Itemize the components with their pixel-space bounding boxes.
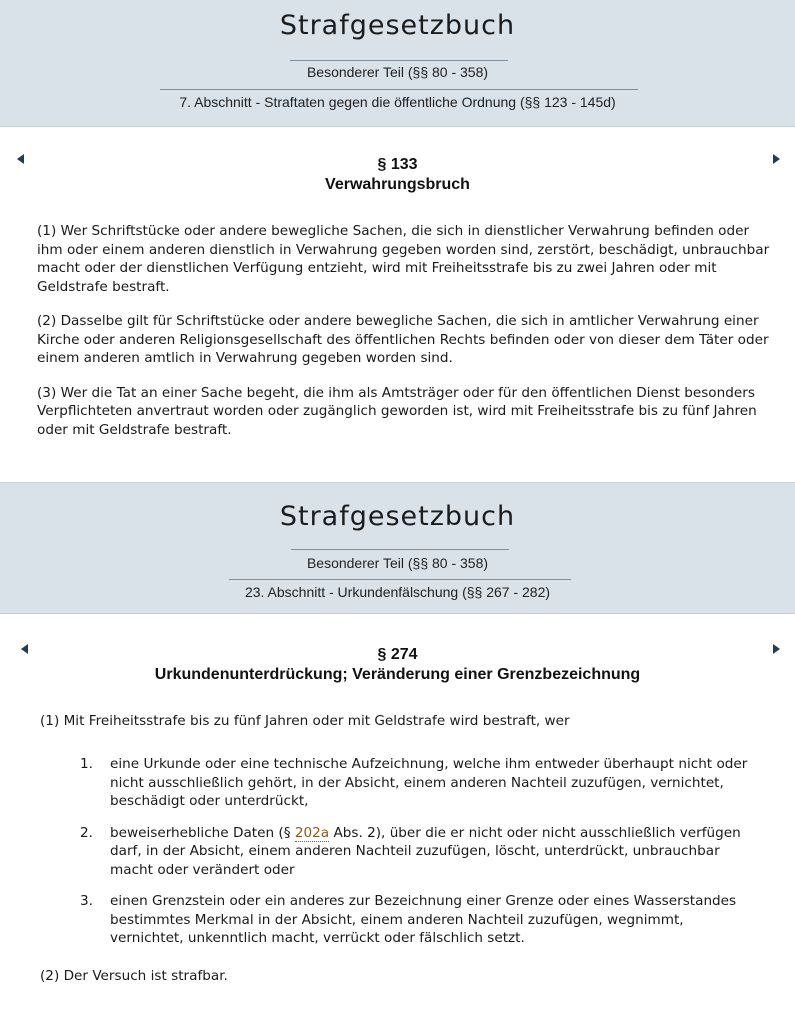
list-text	[110, 824, 750, 880]
panel-header	[0, 0, 795, 127]
divider	[291, 549, 509, 550]
paragraph-number: § 274	[377, 646, 418, 663]
law-title: Strafgesetzbuch	[279, 10, 516, 41]
part-link[interactable]: Besonderer Teil (§§ 80 - 358)	[306, 64, 489, 80]
subsection-3: (3) Wer die Tat an einer Sache begeht, die ihm als Amtsträger oder für den öffentlichen Dienst besonders Verpflichteten anvertraut worden oder zugänglich geworden ist, wird mit Freiheitsstrafe bis zu fünf Jahren oder mit Geldstrafe bestraft.	[37, 384, 757, 438]
paragraph-heading	[0, 155, 795, 195]
divider	[229, 579, 571, 580]
subsection-1: (1) Wer Schriftstücke oder andere bewegliche Sachen, die sich in dienstlicher Verwahrung befinden oder ihm oder einem anderen dienstlich in Verwahrung gegeben worden sind, zerstört, beschädigt, unbrauchbar macht oder der dienstlichen Verfügung entzieht, wird mit Freiheitsstrafe bis zu zwei Jahren oder mit Geldstrafe bestraft.	[37, 223, 770, 295]
list-text-before: beweiserhebliche Daten (§	[110, 824, 295, 841]
paragraph-title: Verwahrungsbruch	[325, 176, 470, 193]
part-link[interactable]: Besonderer Teil (§§ 80 - 358)	[306, 555, 489, 571]
list-item	[80, 755, 750, 811]
numbered-list	[80, 755, 750, 961]
list-text: eine Urkunde oder eine technische Aufzeichnung, welche ihm entweder überhaupt nicht oder nicht ausschließlich gehört, in der Absicht, einem anderen Nachteil zuzufügen, vernichtet, beschädigt oder unterdrückt,	[110, 756, 748, 809]
list-number: 1.	[80, 756, 93, 772]
section-link[interactable]: 7. Abschnitt - Straftaten gegen die öffentliche Ordnung (§§ 123 - 145d)	[179, 94, 616, 110]
reference-link-202a[interactable]: 202a	[294, 824, 330, 841]
subsection-2: (2) Der Versuch ist strafbar.	[40, 968, 228, 984]
list-number: 3.	[80, 893, 93, 909]
list-number: 2.	[80, 824, 93, 841]
law-title: Strafgesetzbuch	[279, 501, 516, 532]
list-item	[80, 892, 750, 948]
divider	[290, 60, 508, 61]
section-link[interactable]: 23. Abschnitt - Urkundenfälschung (§§ 267 - 282)	[244, 584, 551, 600]
subsection-2: (2) Dasselbe gilt für Schriftstücke oder andere bewegliche Sachen, die sich in amtlicher Verwahrung einer Kirche oder anderen Religionsgesellschaft des öffentlichen Rechts befinden oder von dieser dem Täter oder einem anderen amtlich in Verwahrung gegeben worden sind.	[37, 313, 769, 366]
list-text-after: Abs. 2), über die er nicht oder nicht ausschließlich verfügen darf, in der Absicht, einem anderen Nachteil zuzufügen, löscht, unterdrückt, unbrauchbar macht oder verändert oder	[110, 824, 741, 878]
law-panel-133	[0, 0, 795, 482]
paragraph-title: Urkundenunterdrückung; Veränderung einer Grenzbezeichnung	[154, 666, 641, 683]
list-text: einen Grenzstein oder ein anderes zur Bezeichnung einer Grenze oder eines Wasserstandes bestimmtes Merkmal in der Absicht, einem anderen Nachteil zuzufügen, wegnimmt, vernichtet, unkenntlich macht, verrückt oder fälschlich setzt.	[110, 893, 737, 946]
list-item	[80, 824, 750, 880]
paragraph-body	[37, 222, 772, 455]
law-panel-274	[0, 482, 795, 1034]
divider	[160, 89, 638, 90]
panel-header	[0, 483, 795, 614]
subsection-1-intro: (1) Mit Freiheitsstrafe bis zu fünf Jahren oder mit Geldstrafe wird bestraft, wer	[40, 713, 570, 729]
paragraph-number: § 133	[377, 156, 418, 173]
paragraph-heading	[0, 645, 795, 685]
